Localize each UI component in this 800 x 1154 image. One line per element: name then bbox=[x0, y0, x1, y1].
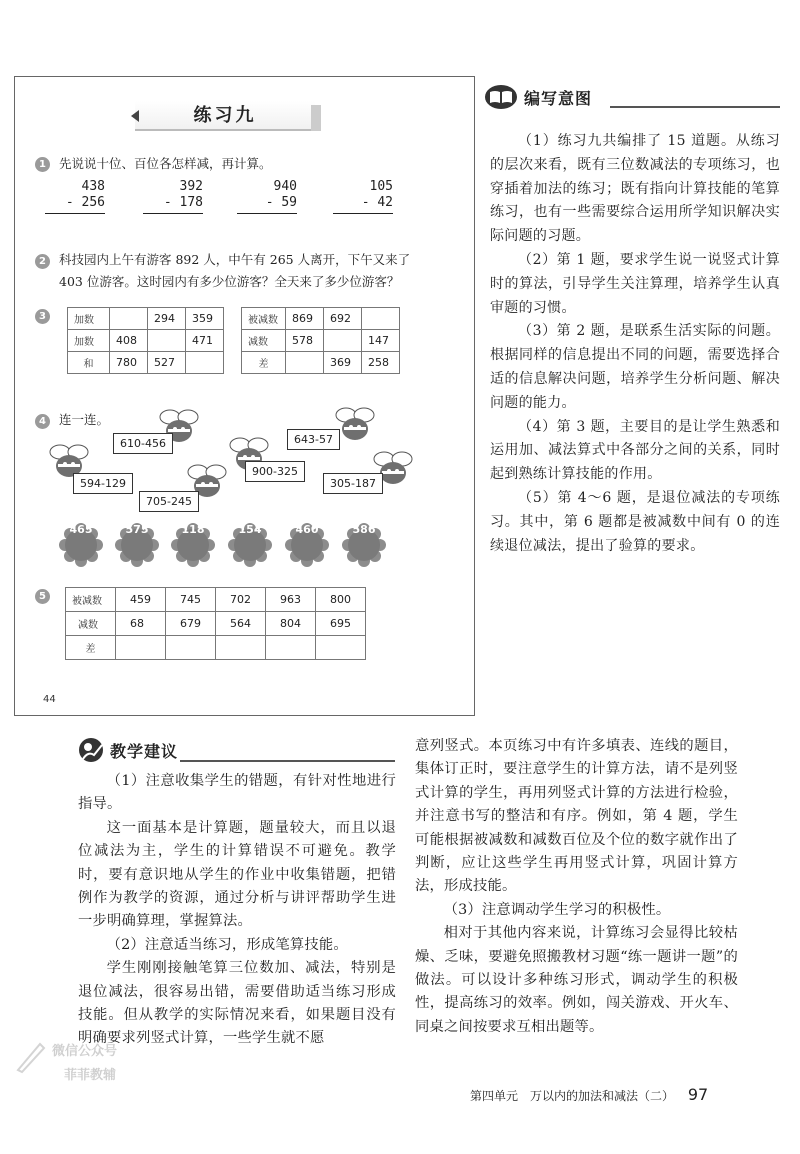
table-cell: 564 bbox=[216, 612, 266, 636]
table-cell: 减数 bbox=[242, 330, 286, 352]
advice-title: 教学建议 bbox=[110, 741, 179, 761]
table-cell: 359 bbox=[186, 308, 224, 330]
addition-table bbox=[67, 307, 224, 374]
question-4-text: 连一连。 bbox=[59, 412, 110, 427]
teacher-icon bbox=[78, 737, 106, 763]
advice-right-column bbox=[415, 735, 738, 1039]
table-cell: 369 bbox=[324, 352, 362, 374]
table-row bbox=[242, 352, 400, 374]
table-cell bbox=[362, 308, 400, 330]
advice-header-rule bbox=[180, 760, 395, 762]
table-cell: 差 bbox=[242, 352, 286, 374]
table-cell: 被减数 bbox=[66, 588, 116, 612]
advice-paragraph: 这一面基本是计算题，题量较大，而且以退位减法为主，学生的计算错误不可避免。教学时，要有意识地从学生的作业中收集错题，把错例作为教学的资源，通过分析与讲评帮助学生进一步明确算理，掌握算法。 bbox=[78, 819, 396, 930]
flower-answer bbox=[285, 523, 329, 567]
unit-title: 第四单元 万以内的加法和减法（二） bbox=[470, 1089, 675, 1103]
title-arrow-icon bbox=[131, 110, 139, 122]
table-row bbox=[242, 330, 400, 352]
table-cell: 963 bbox=[266, 588, 316, 612]
page-footer bbox=[470, 1085, 708, 1104]
question-2-line-1: 科技园内上午有游客 892 人，中午有 265 人离开，下午又来了 bbox=[59, 252, 411, 267]
intent-header-rule bbox=[610, 106, 780, 108]
table-cell: 294 bbox=[148, 308, 186, 330]
table-cell: 679 bbox=[166, 612, 216, 636]
watermark bbox=[10, 1030, 160, 1102]
intent-paragraph: （4）第 3 题，主要目的是让学生熟悉和运用加、减法算式中各部分之间的关系，同时起到熟练计算技能的作用。 bbox=[490, 418, 780, 483]
table-cell bbox=[286, 352, 324, 374]
expression-card: 594-129 bbox=[73, 473, 133, 494]
advice-left-column bbox=[78, 770, 396, 1051]
watermark-line-1: 微信公众号 bbox=[52, 1044, 118, 1059]
table-cell: 804 bbox=[266, 612, 316, 636]
table-cell bbox=[216, 636, 266, 660]
subtraction-table bbox=[241, 307, 400, 374]
table-cell bbox=[324, 330, 362, 352]
table-cell: 258 bbox=[362, 352, 400, 374]
question-2-number: 2 bbox=[35, 254, 50, 269]
exercise-title bbox=[135, 101, 315, 131]
subtrahend-4: - 42 bbox=[333, 195, 393, 214]
table-cell: 408 bbox=[110, 330, 148, 352]
table-cell: 471 bbox=[186, 330, 224, 352]
table-cell: 869 bbox=[286, 308, 324, 330]
table-cell bbox=[186, 352, 224, 374]
subtrahend-1: - 256 bbox=[45, 195, 105, 214]
table-row bbox=[66, 588, 366, 612]
flower-answer bbox=[115, 523, 159, 567]
table-cell: 差 bbox=[66, 636, 116, 660]
title-tab-decoration bbox=[311, 105, 321, 131]
table-cell: 459 bbox=[116, 588, 166, 612]
pen-icon bbox=[10, 1036, 50, 1076]
question-1-number: 1 bbox=[35, 157, 50, 172]
expression-card: 643-57 bbox=[287, 429, 340, 450]
table-row bbox=[66, 612, 366, 636]
intent-header bbox=[484, 84, 592, 110]
page-number: 97 bbox=[687, 1085, 709, 1104]
flower-number: 118 bbox=[181, 523, 205, 536]
textbook-page-number: 44 bbox=[43, 694, 56, 705]
question-3-number: 3 bbox=[35, 309, 50, 324]
table-cell bbox=[166, 636, 216, 660]
minuend-2: 392 bbox=[179, 179, 203, 194]
question-4-number: 4 bbox=[35, 414, 50, 429]
intent-body bbox=[490, 130, 780, 558]
flower-number: 465 bbox=[69, 523, 93, 536]
advice-paragraph: （3）注意调动学生学习的积极性。 bbox=[443, 901, 671, 918]
advice-paragraph: （1）注意收集学生的错题，有针对性地进行指导。 bbox=[78, 773, 396, 813]
table-cell: 578 bbox=[286, 330, 324, 352]
exercise-title-text: 练习九 bbox=[193, 105, 257, 126]
table-cell bbox=[110, 308, 148, 330]
flower-answer bbox=[171, 523, 215, 567]
table-cell: 加数 bbox=[68, 330, 110, 352]
flower-number: 154 bbox=[238, 523, 262, 536]
advice-paragraph: 学生刚刚接触笔算三位数加、减法，特别是退位减法，很容易出错，需要借助适当练习形成技能。但从教学的实际情况来看，如果题目没有明确要求列竖式计算，一些学生就不愿 bbox=[78, 960, 396, 1047]
advice-paragraph: （2）注意适当练习，形成笔算技能。 bbox=[106, 936, 348, 953]
vertical-calc-3 bbox=[237, 179, 297, 214]
vertical-calc-4 bbox=[333, 179, 393, 214]
table-row bbox=[66, 636, 366, 660]
minuend-1: 438 bbox=[81, 179, 105, 194]
table-cell: 527 bbox=[148, 352, 186, 374]
table-cell: 147 bbox=[362, 330, 400, 352]
table-row bbox=[68, 308, 224, 330]
table-cell: 780 bbox=[110, 352, 148, 374]
flower-number: 586 bbox=[352, 523, 376, 536]
table-cell: 68 bbox=[116, 612, 166, 636]
advice-header bbox=[78, 737, 178, 763]
expression-card: 610-456 bbox=[113, 433, 173, 454]
intent-paragraph: （1）练习九共编排了 15 道题。从练习的层次来看，既有三位数减法的专项练习，也穿插着加法的练习；既有指向计算技能的笔算练习，也有一些需要综合运用所学知识解决实际问题的习题。 bbox=[490, 133, 780, 245]
question-2-line-2: 403 位游客。这时园内有多少位游客？全天来了多少位游客？ bbox=[59, 274, 400, 289]
expression-card: 705-245 bbox=[139, 491, 199, 512]
question-5-number: 5 bbox=[35, 589, 50, 604]
table-cell: 加数 bbox=[68, 308, 110, 330]
table-cell bbox=[116, 636, 166, 660]
subtrahend-3: - 59 bbox=[237, 195, 297, 214]
expression-card: 900-325 bbox=[245, 461, 305, 482]
minuend-3: 940 bbox=[273, 179, 297, 194]
advice-paragraph: 相对于其他内容来说，计算练习会显得比较枯燥、乏味，要避免照搬教材习题“练一题讲一题”的做法。可以设计多种练习形式，调动学生的积极性，提高练习的效率。例如，闯关游戏、开火车、同桌之间按要求互相出题等。 bbox=[415, 925, 738, 1035]
question-1-text: 先说说十位、百位各怎样减，再计算。 bbox=[59, 156, 272, 171]
subtrahend-2: - 178 bbox=[143, 195, 203, 214]
watermark-line-2: 菲菲教辅 bbox=[64, 1068, 117, 1083]
table-cell: 692 bbox=[324, 308, 362, 330]
table-cell: 被减数 bbox=[242, 308, 286, 330]
textbook-page bbox=[14, 76, 475, 716]
table-cell: 695 bbox=[316, 612, 366, 636]
intent-paragraph: （2）第 1 题，要求学生说一说竖式计算时的算法，引导学生关注算理，培养学生认真审题的习惯。 bbox=[490, 251, 780, 316]
minuend-4: 105 bbox=[369, 179, 393, 194]
table-cell: 800 bbox=[316, 588, 366, 612]
table-cell: 745 bbox=[166, 588, 216, 612]
flower-answer bbox=[342, 523, 386, 567]
table-cell: 702 bbox=[216, 588, 266, 612]
table-row bbox=[68, 352, 224, 374]
table-row bbox=[242, 308, 400, 330]
intent-paragraph: （5）第 4～6 题，是退位减法的专项练习。其中，第 6 题都是被减数中间有 0 的连续退位减法，提出了验算的要求。 bbox=[490, 489, 780, 554]
subtraction-table-5 bbox=[65, 587, 366, 660]
flower-number: 460 bbox=[295, 523, 319, 536]
table-row bbox=[68, 330, 224, 352]
table-cell: 和 bbox=[68, 352, 110, 374]
flower-answer bbox=[228, 523, 272, 567]
table-cell bbox=[148, 330, 186, 352]
advice-paragraph: 意列竖式。本页练习中有许多填表、连线的题目，集体订正时，要注意学生的计算方法，请不是列竖式计算的学生，再用列竖式计算的方法进行检验，并注意书写的整洁和有序。例如，第 4 题，学生可能根据被减数和减数百位及个位的数字就作出了判断，应让这些学生再用竖式计算，巩固计算方法，形成技能。 bbox=[415, 738, 738, 895]
vertical-calc-2 bbox=[143, 179, 203, 214]
expression-card: 305-187 bbox=[323, 473, 383, 494]
intent-title: 编写意图 bbox=[524, 88, 593, 108]
table-cell bbox=[316, 636, 366, 660]
table-cell bbox=[266, 636, 316, 660]
flower-number: 575 bbox=[125, 523, 149, 536]
intent-paragraph: （3）第 2 题，是联系生活实际的问题。根据同样的信息提出不同的问题，需要选择合适的信息解决问题，培养学生分析问题、解决问题的能力。 bbox=[490, 323, 780, 411]
vertical-calc-1 bbox=[45, 179, 105, 214]
flower-answer bbox=[59, 523, 103, 567]
table-cell: 减数 bbox=[66, 612, 116, 636]
open-book-icon bbox=[484, 84, 518, 110]
